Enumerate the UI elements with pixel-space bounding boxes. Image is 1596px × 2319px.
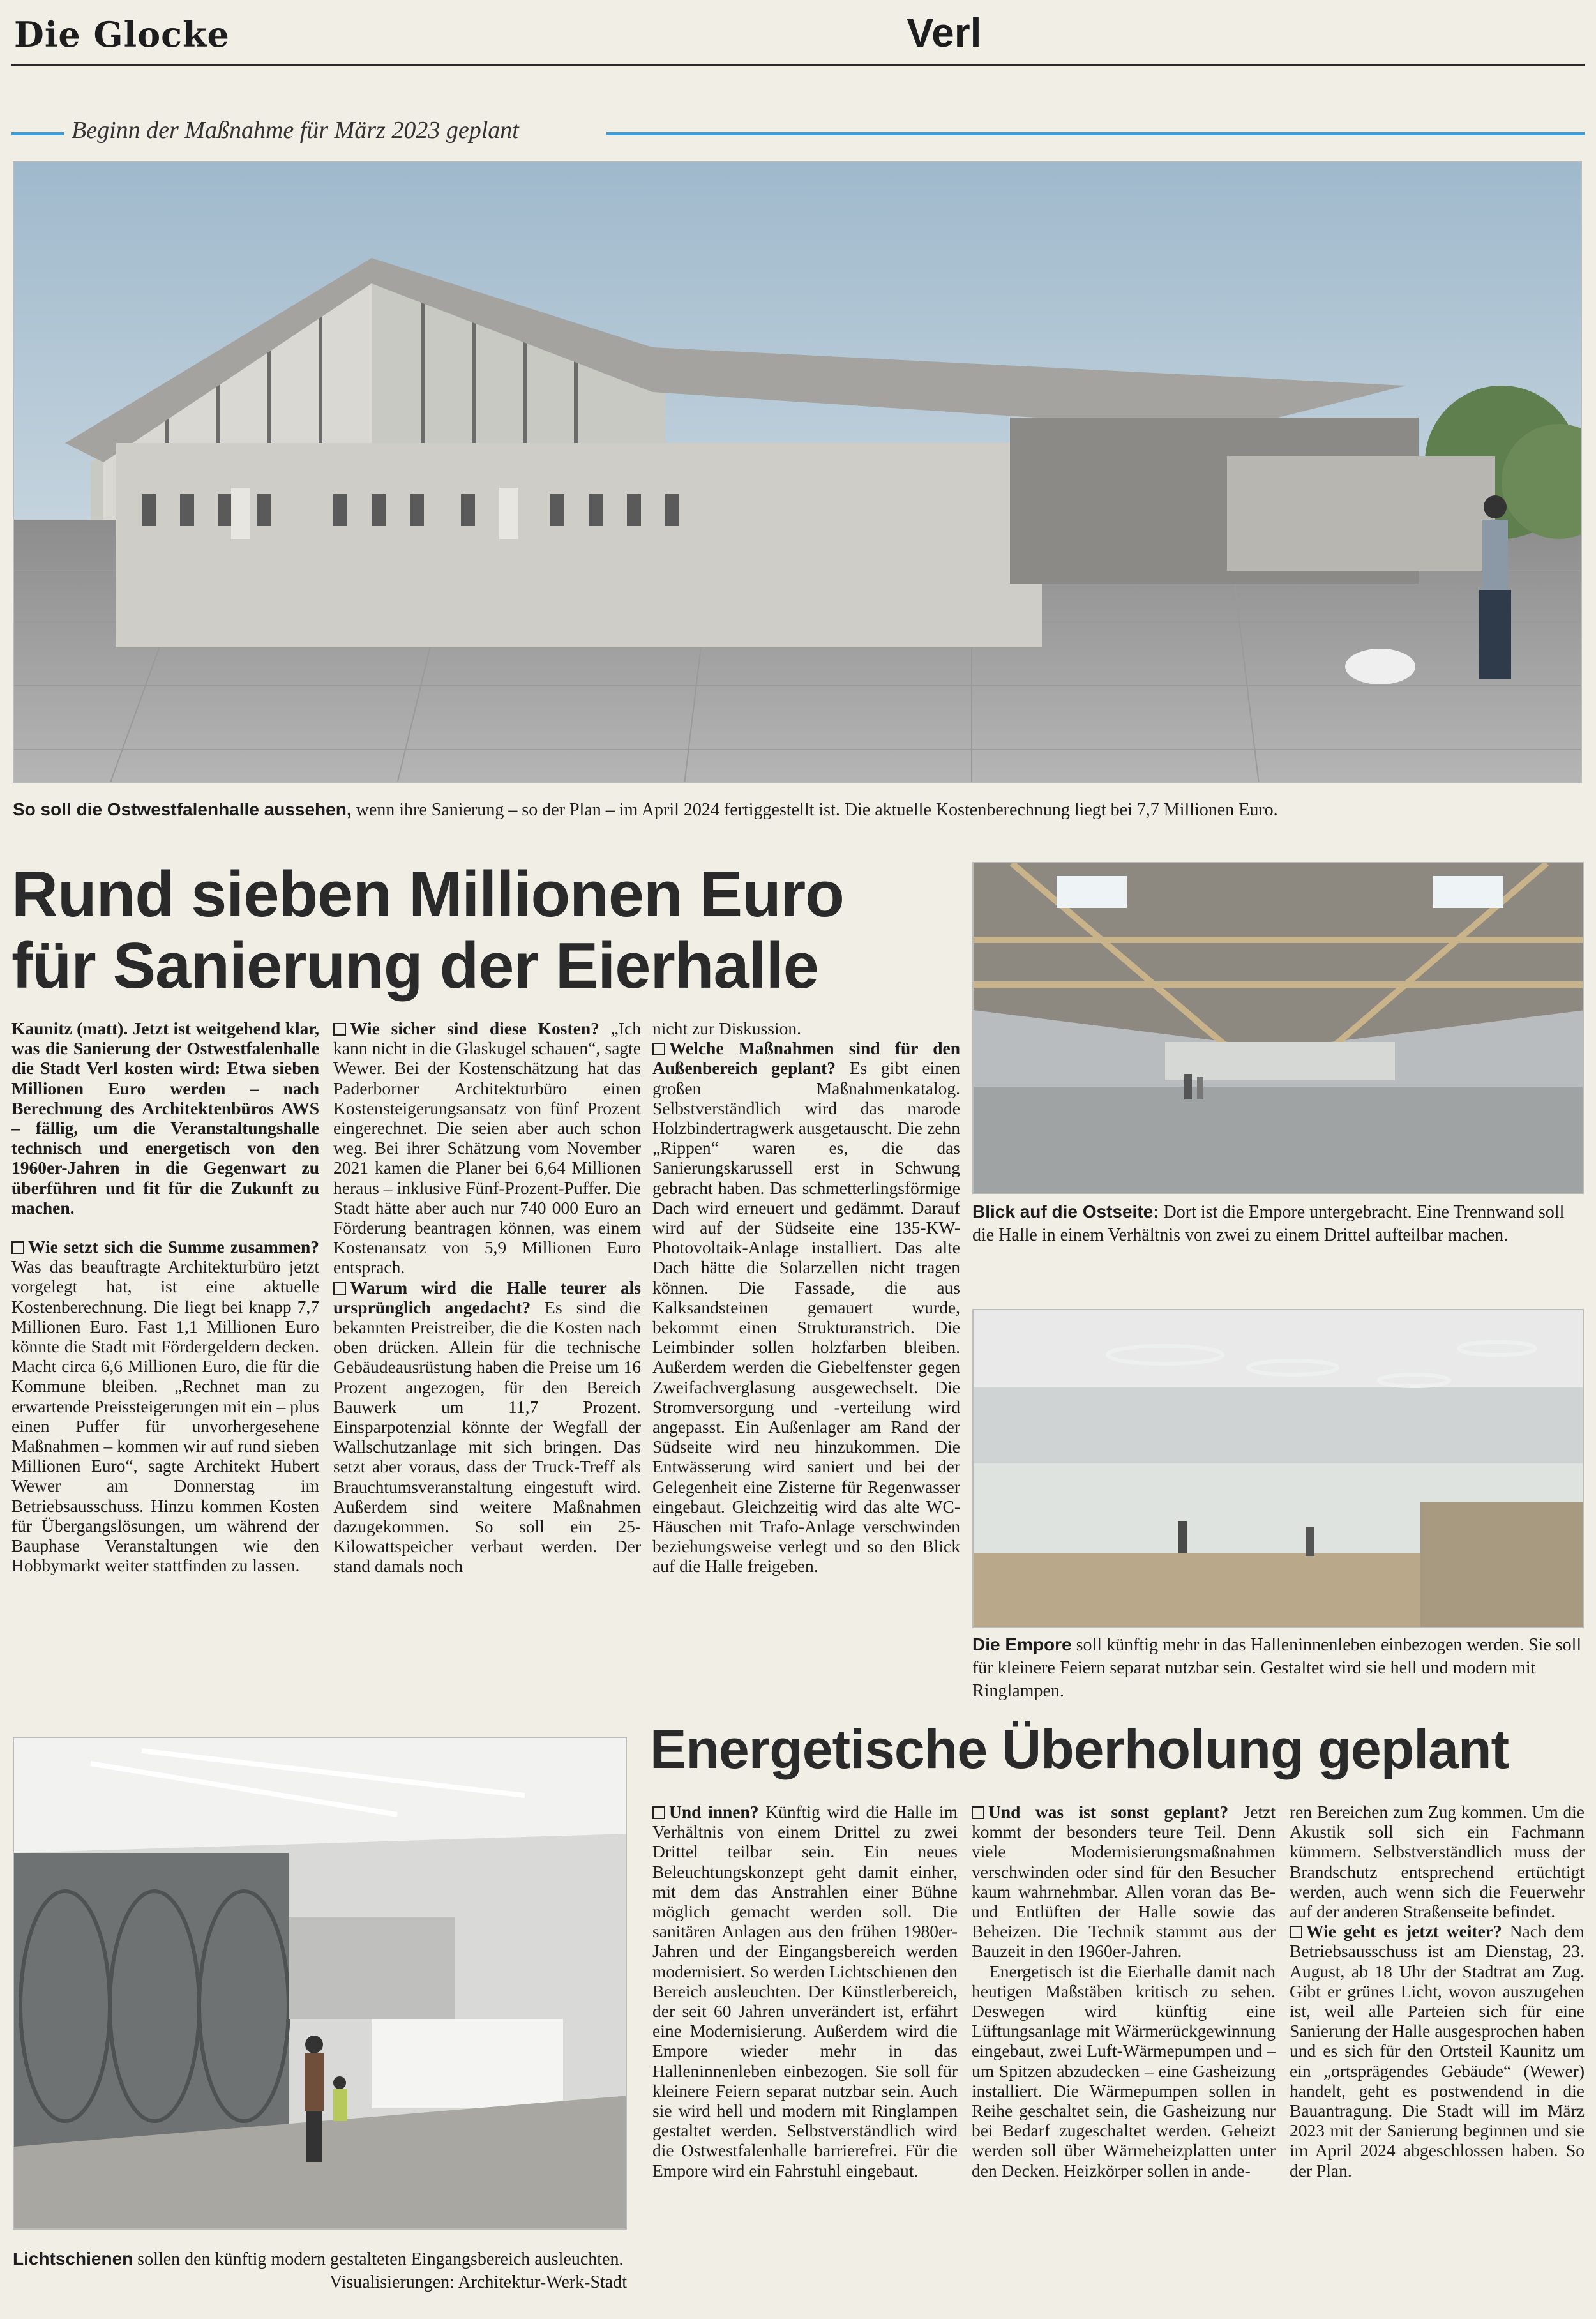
- kicker-line-right: [606, 132, 1585, 135]
- bullet-box: [972, 1806, 984, 1819]
- article2-col3: [1290, 1802, 1585, 2180]
- answer-kosten: „Ich kann nicht in die Glaskugel schauen“, sagte Wewer. Bei der Kostenschätzung hat das Paderborner Architekturbüro einen Kostensteigerungsansatz von fünf Prozent eingerechnet. Die seien aber auch schon weg. Bei ihrer Schätzung vom November 2021 kamen die Planer bei 6,64 Millionen heraus – inklusive Fünf-Prozent-Puffer. Die Stadt hätte aber auch nur 740 000 Euro an Förderung beantragen können, was einem Kostenansatz von 5,9 Millionen Euro entsprach.: [333, 1018, 641, 1278]
- headline-main-line2: für Sanierung der Eierhalle: [11, 930, 818, 1002]
- bullet-box: [333, 1282, 346, 1295]
- eingangsbereich-caption-bold: Lichtschienen: [13, 2249, 133, 2269]
- bullet-box: [652, 1043, 665, 1055]
- empore-image: [972, 1309, 1584, 1628]
- bullet-box: [11, 1241, 24, 1254]
- empore-caption-bold: Die Empore: [972, 1635, 1072, 1654]
- answer-sonst: Jetzt kommt der besonders teure Teil. Denn viele Modernisierungsmaßnahmen verschwinden oder sind für den Besucher kaum wahrnehmbar. Allen voran das Be- und Entlüften der Halle sowie das Beheizen. Die Technik stammt aus der Bauzeit in den 1960er-Jahren.: [972, 1802, 1276, 1961]
- ostseite-caption-bold: Blick auf die Ostseite:: [972, 1202, 1159, 1221]
- eingangsbereich-caption-text: sollen den künftig modern gestalteten Eingangsbereich ausleuchten.: [133, 2249, 624, 2269]
- ostseite-caption-text: Dort ist die Empore untergebracht. Eine Trennwand soll die Halle in einem Verhältnis von zwei zu einem Drittel aufteilbar machen.: [972, 1202, 1565, 1245]
- section-title: Verl: [907, 10, 982, 56]
- eingangsbereich-caption: [13, 2247, 627, 2294]
- headline-energetisch: Energetische Überholung geplant: [650, 1719, 1509, 1780]
- masthead-logo: Die Glocke: [14, 14, 230, 55]
- empore-caption-text: soll künftig mehr in das Halleninnenleben einbezogen werden. Sie soll für kleinere Feiern separat nutzbar sein. Gestaltet wird sie hell und modern mit Ringlampen.: [972, 1635, 1582, 1701]
- ostseite-image: [972, 862, 1584, 1194]
- article1-lead: Kaunitz (matt). Jetzt ist weitgehend klar, was die Sanierung der Ostwestfalenhalle die Stadt Verl kosten wird: Etwa sieben Millionen Euro werden – nach Berechnung des Architektenbüros AWS – fällig, um die Veranstaltungshalle technisch und energetisch von den 1960er-Jahren in die Gegenwart zu überführen und fit für die Zukunft zu machen.: [11, 1018, 319, 1218]
- kicker: Beginn der Maßnahme für März 2023 geplant: [72, 117, 519, 144]
- question-weiter: Wie geht es jetzt weiter?: [1306, 1921, 1502, 1942]
- col3-continuation: nicht zur Diskussion.: [652, 1018, 801, 1038]
- article1-col3: [652, 1018, 960, 1576]
- answer-teurer: Es sind die bekannten Preistreiber, die die Kosten nach oben drücken. Allein für die technische Gebäudeausrüstung haben die Preise um 16 Prozent angezogen, für den Bereich Bauwerk um 11,7 Prozent. Einsparpotenzial könnte der Wegfall der Wallschutzanlage mit sich bringen. Das setzt aber voraus, dass der Truck-Treff als Brauchtumsveranstaltung eingestuft wird. Außerdem sind weitere Maßnahmen dazugekommen. So soll ein 25-Kilowattspeicher verbaut werden. Der stand damals noch: [333, 1297, 641, 1576]
- answer-summe: Was das beauftragte Architekturbüro jetzt vorgelegt hat, ist eine aktuelle Kostenberechnung. Die liegt bei knapp 7,7 Millionen Euro. Fast 1,1 Millionen Euro könnte die Stadt mit Fördergeldern decken. Macht circa 6,6 Millionen Euro, die für die Kommune bleiben. „Rechnet man zu erwartende Preissteigerungen mit ein – plus einen Puffer für unvorhergesehene Maßnahmen – kommen wir auf rund sieben Millionen Euro“, sagte Architekt Hubert Wewer am Donnerstag im Betriebsausschuss. Hinzu kommen Kosten für Übergangslösungen, um während der Bauphase Veranstaltungen wie den Hobbymarkt weiter stattfinden zu lassen.: [11, 1257, 319, 1576]
- top-rule: [11, 64, 1585, 66]
- eingangsbereich-image: [13, 1737, 627, 2230]
- bullet-box: [1290, 1926, 1302, 1938]
- question-aussen: Welche Maßnahmen sind für den Außenbereich geplant?: [652, 1038, 960, 1078]
- hero-caption: [13, 798, 1583, 822]
- answer-aussen: Es gibt einen großen Maßnahmenkatalog. Selbstverständlich wird das marode Holzbindertragwerk ausgetauscht. Die zehn „Rippen“ waren es, die das Sanierungskarussell erst in Schwung gebracht haben. Das schmetterlingsförmige Dach wird erneuert und gedämmt. Darauf wird auf der Südseite eine 135-KW-Photovoltaik-Anlage installiert. Das alte Dach hätte die Solarzellen nicht tragen können. Die Fassade, die aus Kalksandsteinen gemauert wurde, bekommt einen Strukturanstrich. Die Leimbinder sollen holzfarben bleiben. Außerdem werden die Giebelfenster gegen Zweifachverglasung ausgewechselt. Die Stromversorgung und -verteilung wird angepasst. Ein Außenlager am Rand der Südseite wird neu hinzukommen. Die Entwässerung wird saniert und bei der Gelegenheit eine Zisterne für Regenwasser eingebaut. Gleichzeitig wird das alte WC-Häuschen mit Trafo-Anlage verschwinden beziehungsweise verlegt und so den Blick auf die Halle freigeben.: [652, 1058, 960, 1576]
- bullet-box: [333, 1023, 346, 1036]
- question-teurer: Warum wird die Halle teurer als ursprünglich angedacht?: [333, 1277, 641, 1317]
- image-credit: Visualisierungen: Architektur-Werk-Stadt: [329, 2272, 627, 2292]
- kicker-line-left: [11, 132, 64, 135]
- question-summe: Wie setzt sich die Summe zusammen?: [28, 1237, 319, 1257]
- bullet-box: [652, 1806, 665, 1819]
- article2-col2: [972, 1802, 1276, 2180]
- article1-col2: [333, 1018, 641, 1576]
- question-innen: Und innen?: [669, 1802, 759, 1822]
- answer-innen: Künftig wird die Halle im Verhältnis von einem Drittel zu zwei Drittel teilbar sein. Ein neues Beleuchtungskonzept geht damit einher, mit dem das Anstrahlen einer Bühne möglich gemacht werden soll. Die sanitären Anlagen aus den frühen 1980er-Jahren und der Eingangsbereich werden modernisiert. So werden Lichtschienen den Bereich ausleuchten. Der Künstlerbereich, der seit 60 Jahren unverändert ist, erfährt eine Modernisierung. Außerdem wird die Empore wieder mehr in das Halleninnenleben einbezogen. Sie soll für kleinere Feiern separat nutzbar sein. Auch sie wird hell und modern mit Ringlampen gestaltet werden. Selbstverständlich wird die Ostwestfalenhalle barrierefrei. Für die Empore wird ein Fahrstuhl eingebaut.: [652, 1802, 958, 2180]
- answer-continuation: ren Bereichen zum Zug kommen. Um die Akustik soll sich ein Fachmann kümmern. Selbstverständlich muss der Brandschutz entsprechend ertüchtigt werden, auch wenn sich die Feuerwehr auf der anderen Straßenseite befindet.: [1290, 1802, 1585, 1922]
- article2-col1: [652, 1802, 958, 2180]
- headline-main: [11, 859, 969, 1002]
- hero-caption-bold: So soll die Ostwestfalenhalle aussehen,: [13, 799, 352, 819]
- ostseite-caption: [972, 1200, 1585, 1247]
- article1-col1: [11, 1018, 319, 1575]
- answer-weiter: Nach dem Betriebsausschuss ist am Dienstag, 23. August, ab 18 Uhr der Stadtrat am Zug. Gibt er grünes Licht, wovon auszugehen ist, weil alle Parteien sich für eine Sanierung der Halle ausgesprochen haben und es sich für den Ortsteil Kaunitz um ein „ortsprägendes Gebäude“ (Wewer) handelt, geht es postwendend in die Bauantragung. Die Stadt will im März 2023 mit der Sanierung beginnen und sie im April 2024 abgeschlossen haben. So der Plan.: [1290, 1921, 1585, 2180]
- question-sonst: Und was ist sonst geplant?: [988, 1802, 1229, 1822]
- headline-main-line1: Rund sieben Millionen Euro: [11, 859, 844, 930]
- answer-energetisch: Energetisch ist die Eierhalle damit nach heutigen Maßstäben kritisch zu sehen. Deswegen wird künftig eine Lüftungsanlage mit Wärmerückgewinnung eingebaut, zwei Luft-Wärmepumpen und – um Spitzen abzudecken – eine Gasheizung installiert. Die Wärmepumpen sollen in Reihe geschaltet sein, die Gasheizung nur bei Bedarf zugeschaltet werden. Geheizt werden soll über Wärmeheizplatten unter den Decken. Heizkörper sollen in ande-: [972, 1961, 1276, 2180]
- hero-caption-text: wenn ihre Sanierung – so der Plan – im April 2024 fertiggestellt ist. Die aktuelle Kostenberechnung liegt bei 7,7 Millionen Euro.: [351, 800, 1278, 820]
- empore-caption: [972, 1633, 1585, 1703]
- hero-image: [13, 161, 1582, 783]
- question-kosten: Wie sicher sind diese Kosten?: [350, 1018, 599, 1038]
